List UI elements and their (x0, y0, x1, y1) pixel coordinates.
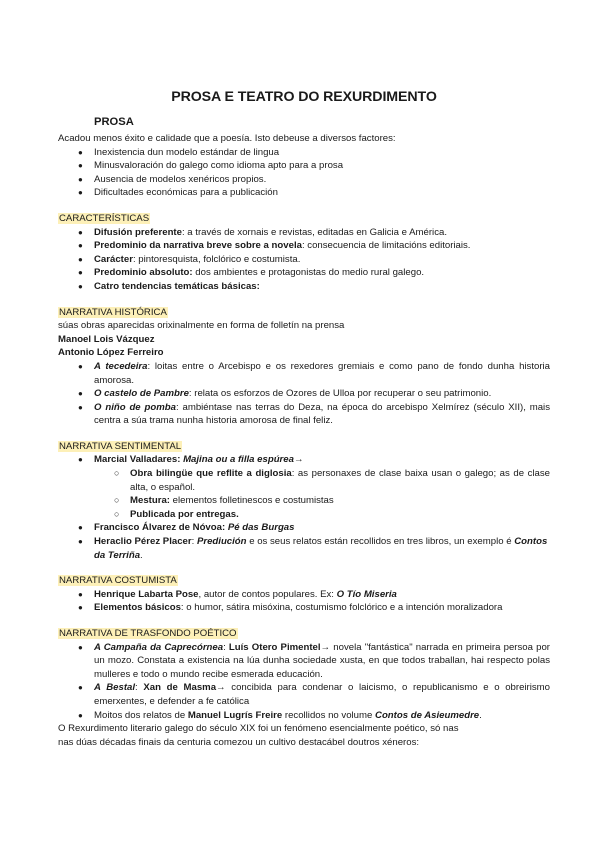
list-item: ● Inexistencia dun modelo estándar de lingua (58, 146, 550, 160)
list-item (58, 535, 550, 562)
item-label: Predominio da narrativa breve sobre a novela (94, 240, 302, 252)
work-title: O castelo de Pambre (94, 388, 189, 400)
list-item (58, 453, 550, 521)
work-title: Contos de Asieumedre (375, 709, 480, 721)
author-label: Heraclio Pérez Placer (94, 536, 192, 548)
item-text: . (140, 549, 143, 561)
author-label: Francisco Álvarez de Nóvoa: (94, 522, 228, 534)
caracteristicas-list (58, 226, 550, 294)
arrow-icon: → (293, 454, 304, 466)
caracteristicas-section (58, 212, 550, 294)
historica-section (58, 306, 550, 428)
item-text: e os seus relatos están recollidos en tres libros, un exemplo é (246, 536, 515, 548)
list-item (58, 641, 550, 682)
list-item: ● Ausencia de modelos xenéricos propios. (58, 173, 550, 187)
valladares-sublist (58, 467, 550, 521)
author-label: Henrique Labarta Pose (94, 588, 199, 600)
item-text: : consecuencia de limitacións editoriais. (301, 240, 471, 252)
factors-list (58, 146, 550, 200)
author-name: Antonio López Ferreiro (58, 347, 164, 359)
list-item (58, 508, 550, 522)
work-title: Majina ou a filla espúrea (183, 454, 294, 466)
list-item (58, 709, 550, 723)
item-text: : pintoresquista, folclórico e costumista. (132, 253, 301, 265)
list-item (58, 360, 550, 387)
historica-works-list (58, 360, 550, 428)
prosa-intro: Acadou menos éxito e calidade que a poesía. Isto debeuse a diversos factores: (58, 133, 396, 144)
work-text: : ambiéntase nas terras do Deza, na época do arcebispo Xelmírez (século XII), mais centra a súa trama nunha historia amorosa de final feliz. (94, 401, 550, 427)
list-item (58, 521, 550, 535)
work-title: O Tío Miseria (336, 588, 397, 600)
work-text: : loitas entre o Arcebispo e os rexedores gremiais e como pano de fondo dunha historia amorosa. (94, 360, 550, 386)
author-label: Marcial Valladares: (94, 454, 184, 466)
item-text: . (479, 709, 482, 721)
list-item (58, 239, 550, 253)
list-item (58, 253, 550, 267)
list-item (58, 266, 550, 280)
work-title: A Bestal (94, 682, 136, 694)
item-text: Moitos dos relatos de (94, 709, 188, 721)
item-label: Elementos básicos (94, 602, 181, 614)
work-title: Pé das Burgas (227, 522, 295, 534)
list-item (58, 401, 550, 428)
costumista-section (58, 574, 550, 615)
list-item (58, 588, 550, 602)
work-title: Prediución (196, 536, 247, 548)
historica-intro: súas obras aparecidas orixinalmente en forma de folletín na prensa (58, 320, 345, 332)
item-text: → novela "fantástica" narrada en primeira persoa por un mozo. Constata a existencia na lúa dunha sociedade xusta, en que todos traballan, hai respecto polas mulleres e todo o mundo recibe esmerada educación. (94, 641, 550, 680)
item-text: dos ambientes e protagonistas do medio rural galego. (192, 267, 425, 279)
work-title: A Campaña da Caprecórnea (94, 641, 224, 653)
trasfondo-list (58, 641, 550, 723)
item-label: Difusión preferente (94, 226, 182, 238)
item-text: , autor de contos populares. Ex: (198, 588, 337, 600)
item-label: Carácter (94, 253, 133, 265)
author-label: Luís Otero Pimentel (228, 641, 321, 653)
closing-line: O Rexurdimento literario galego do século XIX foi un fenómeno esencialmente poético, só nas (58, 723, 459, 735)
separator: : (223, 641, 229, 653)
item-text: : as personaxes de clase baixa usan o galego; as de clase alta, o español. (130, 468, 550, 493)
list-item (58, 681, 550, 708)
item-label: Publicada por entregas. (130, 508, 239, 520)
caracteristicas-heading: CARACTERÍSTICAS (59, 212, 150, 224)
item-label: Mestura: (130, 495, 170, 507)
item-text: elementos folletinescos e costumistas (169, 495, 334, 507)
item-text: : a través de xornais e revistas, editadas en Galicia e América. (181, 226, 447, 238)
work-title: Contos da Terriña (94, 536, 548, 561)
sentimental-section (58, 440, 550, 562)
item-label: Predominio absoluto: (94, 267, 193, 279)
list-item (58, 467, 550, 494)
list-item (58, 494, 550, 508)
item-text: : o humor, sátira misóxina, costumismo folclórico e a intención moralizadora (180, 602, 503, 614)
separator: : (135, 682, 144, 694)
historica-heading: NARRATIVA HISTÓRICA (59, 306, 167, 318)
costumista-heading: NARRATIVA COSTUMISTA (59, 575, 177, 587)
author-label: Manuel Lugrís Freire (187, 709, 283, 721)
trasfondo-section (58, 627, 550, 749)
sentimental-heading: NARRATIVA SENTIMENTAL (59, 440, 182, 452)
item-text: recollidos no volume (282, 709, 376, 721)
page-title: PROSA E TEATRO DO REXURDIMENTO (171, 89, 437, 105)
work-title: A tecedeira (94, 360, 148, 372)
author-name: Manoel Lois Vázquez (58, 333, 155, 345)
item-label: Catro tendencias temáticas básicas: (94, 280, 260, 292)
work-text: : relata os esforzos de Ozores de Ulloa por recuperar o seu patrimonio. (188, 388, 492, 400)
costumista-list (58, 588, 550, 615)
item-text: → concibida para condenar o laicismo, o republicanismo e o obreirismo emerxentes, e defender a fe católica (94, 682, 550, 707)
author-label: Xan de Masma (143, 682, 217, 694)
list-item (58, 601, 550, 615)
prosa-heading: PROSA (94, 116, 134, 128)
closing-line: nas dúas décadas finais da centuria comezou un cultivo destacábel doutros xéneros: (58, 736, 420, 748)
separator: : (191, 536, 197, 548)
list-item (58, 387, 550, 401)
list-item: ● Dificultades económicas para a publicación (58, 186, 550, 200)
sentimental-list (58, 453, 550, 562)
work-title: O niño de pomba (94, 401, 176, 413)
trasfondo-heading: NARRATIVA DE TRASFONDO POÉTICO (59, 628, 237, 639)
list-item: ● Minusvaloración do galego como idioma apto para a prosa (58, 159, 550, 173)
item-label: Obra bilingüe que reflite a diglosia (130, 468, 292, 480)
list-item (58, 280, 550, 294)
list-item (58, 226, 550, 240)
